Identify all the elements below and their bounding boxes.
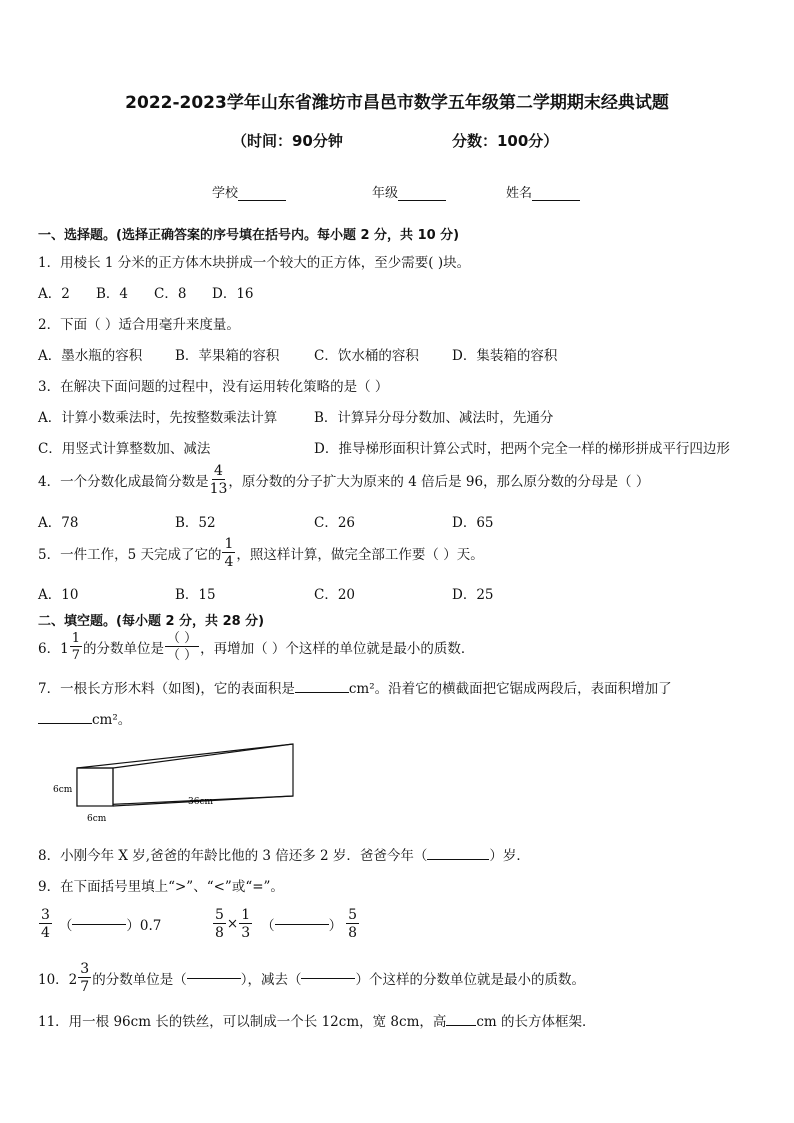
q5-numerator: 1 (224, 536, 234, 552)
q6-answer-denominator[interactable]: （ ） (166, 648, 198, 663)
q4-suffix: ，原分数的分子扩大为原来的 4 倍后是 96，那么原分数的分母是（ ） (228, 474, 650, 490)
grade-blank (398, 186, 446, 201)
cuboid-figure (40, 738, 300, 826)
q10-blank-1[interactable] (187, 978, 241, 979)
q8-blank[interactable] (427, 859, 489, 860)
q9b-numerator-2: 1 (241, 907, 251, 923)
q1-option-c: C．8 (154, 286, 187, 302)
q6-fraction (70, 632, 82, 662)
q1-option-b: B．4 (96, 286, 129, 302)
q6-prefix: 6．1 (38, 641, 69, 657)
grade-label: 年级 (372, 186, 399, 201)
q9b-fraction-2 (239, 908, 252, 940)
question-3: 3．在解决下面问题的过程中，没有运用转化策略的是（ ） (38, 379, 389, 395)
q9b-multiply-sign: × (226, 916, 239, 932)
q8-text: 8．小刚今年 X 岁,爸爸的年龄比他的 3 倍还多 2 岁．爸爸今年（ (38, 848, 428, 864)
q4-option-c: C．26 (314, 515, 356, 531)
q4-prefix: 4．一个分数化成最简分数是 (38, 474, 209, 490)
q5-suffix: ，照这样计算，做完全部工作要（ ）天。 (236, 547, 484, 563)
q3-option-d: D．推导梯形面积计算公式时，把两个完全一样的梯形拼成平行四边形 (314, 441, 730, 457)
q9b-denominator-3: 8 (348, 925, 358, 941)
q9-compare-b (212, 908, 360, 940)
q10-denominator: 7 (80, 979, 90, 995)
q7-blank-2[interactable] (38, 723, 92, 724)
question-7-line-2 (38, 708, 131, 728)
q1-option-d: D．16 (212, 286, 254, 302)
q8-suffix: ）岁． (489, 848, 530, 864)
q11-suffix: cm 的长方体框架． (476, 1014, 596, 1030)
q9-compare-a (38, 908, 161, 940)
name-blank (532, 186, 580, 201)
q5-option-c: C．20 (314, 587, 356, 603)
question-5 (38, 537, 484, 569)
q4-option-b: B．52 (175, 515, 216, 531)
q9b-open-paren: （ (261, 918, 275, 934)
school-label: 学校 (212, 186, 239, 201)
q6-suffix: ，再增加（ ）个这样的单位就是最小的质数． (200, 641, 475, 657)
cuboid-height-label: 6cm (53, 785, 73, 795)
question-2: 2．下面（ ）适合用毫升来度量。 (38, 317, 240, 333)
q5-option-b: B．15 (175, 587, 216, 603)
q11-prefix: 11．用一根 96cm 长的铁丝，可以制成一个长 12cm，宽 8cm，高 (38, 1014, 447, 1030)
q9b-blank[interactable] (275, 924, 329, 925)
question-1: 1．用棱长 1 分米的正方体木块拼成一个较大的正方体，至少需要( )块。 (38, 255, 471, 271)
section-fill-heading: 二、填空题。(每小题 2 分，共 28 分) (38, 614, 265, 629)
question-11 (38, 1010, 596, 1030)
q10-fraction (78, 962, 91, 994)
q10-middle-2: ），减去（ (240, 972, 302, 988)
q4-numerator: 4 (214, 463, 223, 479)
q7-text-a: 7．一根长方形木料（如图)，它的表面积是 (38, 681, 295, 697)
q2-option-b: B．苹果箱的容积 (175, 348, 280, 364)
q9a-open-paren: （ (58, 918, 73, 934)
name-label: 姓名 (506, 186, 533, 201)
q10-numerator: 3 (80, 961, 90, 977)
q2-option-c: C．饮水桶的容积 (314, 348, 419, 364)
q6-answer-fraction[interactable] (165, 632, 199, 662)
q10-middle-1: 的分数单位是（ (92, 972, 187, 988)
q4-denominator: 13 (209, 481, 228, 497)
q9a-denominator: 4 (41, 925, 50, 941)
cuboid-end-face (77, 768, 113, 806)
q9b-denominator-2: 3 (241, 925, 251, 941)
q6-middle: 的分数单位是 (82, 641, 164, 657)
q9b-denominator-1: 8 (215, 925, 224, 941)
q9b-fraction-1 (213, 908, 226, 940)
q5-prefix: 5．一件工作，5 天完成了它的 (38, 547, 222, 563)
q5-fraction (222, 537, 235, 569)
cuboid-width-label: 6cm (87, 814, 107, 824)
q9b-close: ） (328, 918, 343, 934)
question-6 (38, 632, 474, 662)
q10-blank-2[interactable] (301, 978, 355, 979)
q9a-numerator: 3 (41, 907, 50, 923)
question-9: 9．在下面括号里填上“>”、“<”或“=”。 (38, 879, 284, 895)
q7-text-b: cm²。沿着它的横截面把它锯成两段后，表面积增加了 (348, 681, 672, 697)
q7-blank-1[interactable] (295, 692, 349, 693)
q10-suffix: ）个这样的分数单位就是最小的质数。 (355, 972, 585, 988)
q4-option-a: A．78 (38, 515, 79, 531)
school-field (212, 182, 286, 201)
name-field (506, 182, 580, 201)
q10-prefix: 10．2 (38, 972, 78, 988)
question-7-line-1 (38, 677, 672, 697)
school-blank (238, 186, 286, 201)
q9b-fraction-3 (346, 908, 359, 940)
q1-option-a: A．2 (38, 286, 70, 302)
q3-option-c: C．用竖式计算整数加、减法 (38, 441, 211, 457)
section-choice-heading: 一、选择题。(选择正确答案的序号填在括号内。每小题 2 分，共 10 分) (38, 228, 460, 243)
exam-time: （时间：90分钟 (232, 132, 343, 150)
q11-blank[interactable] (446, 1025, 476, 1026)
q3-option-b: B．计算异分母分数加、减法时，先通分 (314, 410, 554, 426)
q6-numerator: 1 (71, 631, 80, 646)
q4-fraction (210, 464, 228, 496)
q9a-close: ）0.7 (126, 918, 162, 934)
q5-denominator: 4 (224, 554, 234, 570)
cuboid-length-label: 36cm (188, 797, 214, 807)
q5-option-a: A．10 (38, 587, 79, 603)
page-title: 2022-2023学年山东省潍坊市昌邑市数学五年级第二学期期末经典试题 (125, 93, 669, 113)
grade-field (372, 182, 446, 201)
question-4 (38, 464, 649, 496)
q9a-fraction (39, 908, 52, 940)
q9b-numerator-1: 5 (215, 907, 224, 923)
q6-answer-numerator[interactable]: （ ） (166, 631, 198, 646)
q3-option-a: A．计算小数乘法时，先按整数乘法计算 (38, 410, 278, 426)
question-10 (38, 962, 585, 994)
q7-text-c: cm²。 (92, 712, 132, 728)
exam-score: 分数：100分） (452, 132, 559, 150)
q6-denominator: 7 (71, 648, 80, 663)
q2-option-a: A．墨水瓶的容积 (38, 348, 143, 364)
question-8 (38, 844, 530, 864)
q9b-numerator-3: 5 (348, 907, 358, 923)
q4-option-d: D．65 (452, 515, 494, 531)
q5-option-d: D．25 (452, 587, 494, 603)
q9a-blank[interactable] (72, 924, 126, 925)
q2-option-d: D．集装箱的容积 (452, 348, 558, 364)
